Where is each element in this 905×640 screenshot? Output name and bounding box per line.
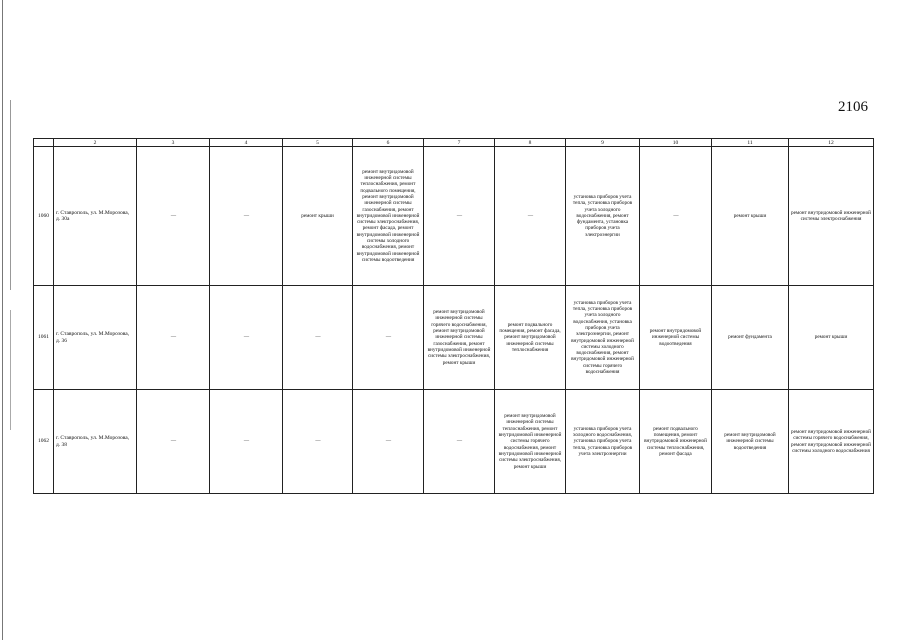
table-cell: — — [137, 390, 210, 494]
row-number: 1062 — [34, 390, 54, 494]
column-header: 12 — [789, 139, 874, 147]
table-cell: — — [210, 390, 283, 494]
repair-schedule-table — [33, 138, 874, 494]
scan-edge-line — [10, 100, 11, 290]
column-header: 4 — [210, 139, 283, 147]
column-number-row — [34, 139, 874, 147]
table-cell: — — [353, 286, 424, 390]
table-cell: ремонт внутридомовой инженерной системы водоотведения — [712, 390, 789, 494]
table-cell: — — [495, 147, 566, 286]
table-cell: установка приборов учета холодного водоснабжения, установка приборов учета тепла, установка приборов учета электроэнергии — [566, 390, 640, 494]
table-cell: ремонт внутридомовой инженерной системы теплоснабжения, ремонт подвального помещения, ремонт внутридомовой инженерной системы газоснабжения, ремонт внутридомовой инженерной системы электроснабжения, ремонт фасада, ремонт внутридомовой инженерной системы холодного водоснабжения, ремонт внутридомовой инженерной системы водоотведения — [353, 147, 424, 286]
row-number: 1060 — [34, 147, 54, 286]
table-cell: — — [424, 390, 495, 494]
table-row — [34, 390, 874, 494]
table-cell: — — [210, 286, 283, 390]
column-header — [34, 139, 54, 147]
table-cell: — — [137, 286, 210, 390]
table-cell: ремонт крыши — [712, 147, 789, 286]
column-header: 2 — [54, 139, 137, 147]
table-cell: — — [283, 390, 353, 494]
column-header: 11 — [712, 139, 789, 147]
table-cell: — — [640, 147, 712, 286]
column-header: 9 — [566, 139, 640, 147]
page-number: 2106 — [838, 99, 868, 115]
table-cell: установка приборов учета тепла, установка приборов учета холодного водоснабжения, ремонт фундамента, установка приборов учета электроэнергии — [566, 147, 640, 286]
table-cell: — — [283, 286, 353, 390]
column-header: 3 — [137, 139, 210, 147]
table-cell: ремонт крыши — [283, 147, 353, 286]
column-header: 5 — [283, 139, 353, 147]
table-cell: — — [210, 147, 283, 286]
table-cell: — — [353, 390, 424, 494]
table-cell: — — [424, 147, 495, 286]
table-cell: ремонт крыши — [789, 286, 874, 390]
table-row — [34, 286, 874, 390]
table-cell: ремонт подвального помещения, ремонт фасада, ремонт внутридомовой инженерной системы теплоснабжения — [495, 286, 566, 390]
address-cell: г. Ставрополь, ул. М.Морозова, д. 30а — [54, 147, 137, 286]
table-cell: ремонт внутридомовой инженерной системы горячего водоснабжения, ремонт внутридомовой инженерной системы газоснабжения, ремонт внутридомовой инженерной системы электроснабжения, ремонт крыши — [424, 286, 495, 390]
column-header: 6 — [353, 139, 424, 147]
column-header: 10 — [640, 139, 712, 147]
table-cell: ремонт внутридомовой инженерной системы теплоснабжения, ремонт внутридомовой инженерной системы горячего водоснабжения, ремонт внутридомовой инженерной системы электроснабжения, ремонт крыши — [495, 390, 566, 494]
address-cell: г. Ставрополь, ул. М.Морозова, д. 38 — [54, 390, 137, 494]
scan-edge-line — [2, 0, 3, 640]
row-number: 1061 — [34, 286, 54, 390]
column-header: 7 — [424, 139, 495, 147]
column-header: 8 — [495, 139, 566, 147]
address-cell: г. Ставрополь, ул. М.Морозова, д. 36 — [54, 286, 137, 390]
table-row — [34, 147, 874, 286]
scan-edge-line — [10, 310, 11, 430]
table-cell: ремонт фундамента — [712, 286, 789, 390]
table-cell: ремонт подвального помещения, ремонт внутридомовой инженерной системы теплоснабжения, ремонт фасада — [640, 390, 712, 494]
table-cell: ремонт внутридомовой инженерной системы горячего водоснабжения, ремонт внутридомовой инженерной системы холодного водоснабжения — [789, 390, 874, 494]
table-cell: — — [137, 147, 210, 286]
table-cell: ремонт внутридомовой инженерной системы водоотведения — [640, 286, 712, 390]
table-cell: установка приборов учета тепла, установка приборов учета холодного водоснабжения, установка приборов учета электроэнергии, ремонт внутридомовой инженерной системы холодного водоснабжения, ремонт внутридомовой инженерной системы горячего водоснабжения — [566, 286, 640, 390]
table-cell: ремонт внутридомовой инженерной системы электроснабжения — [789, 147, 874, 286]
